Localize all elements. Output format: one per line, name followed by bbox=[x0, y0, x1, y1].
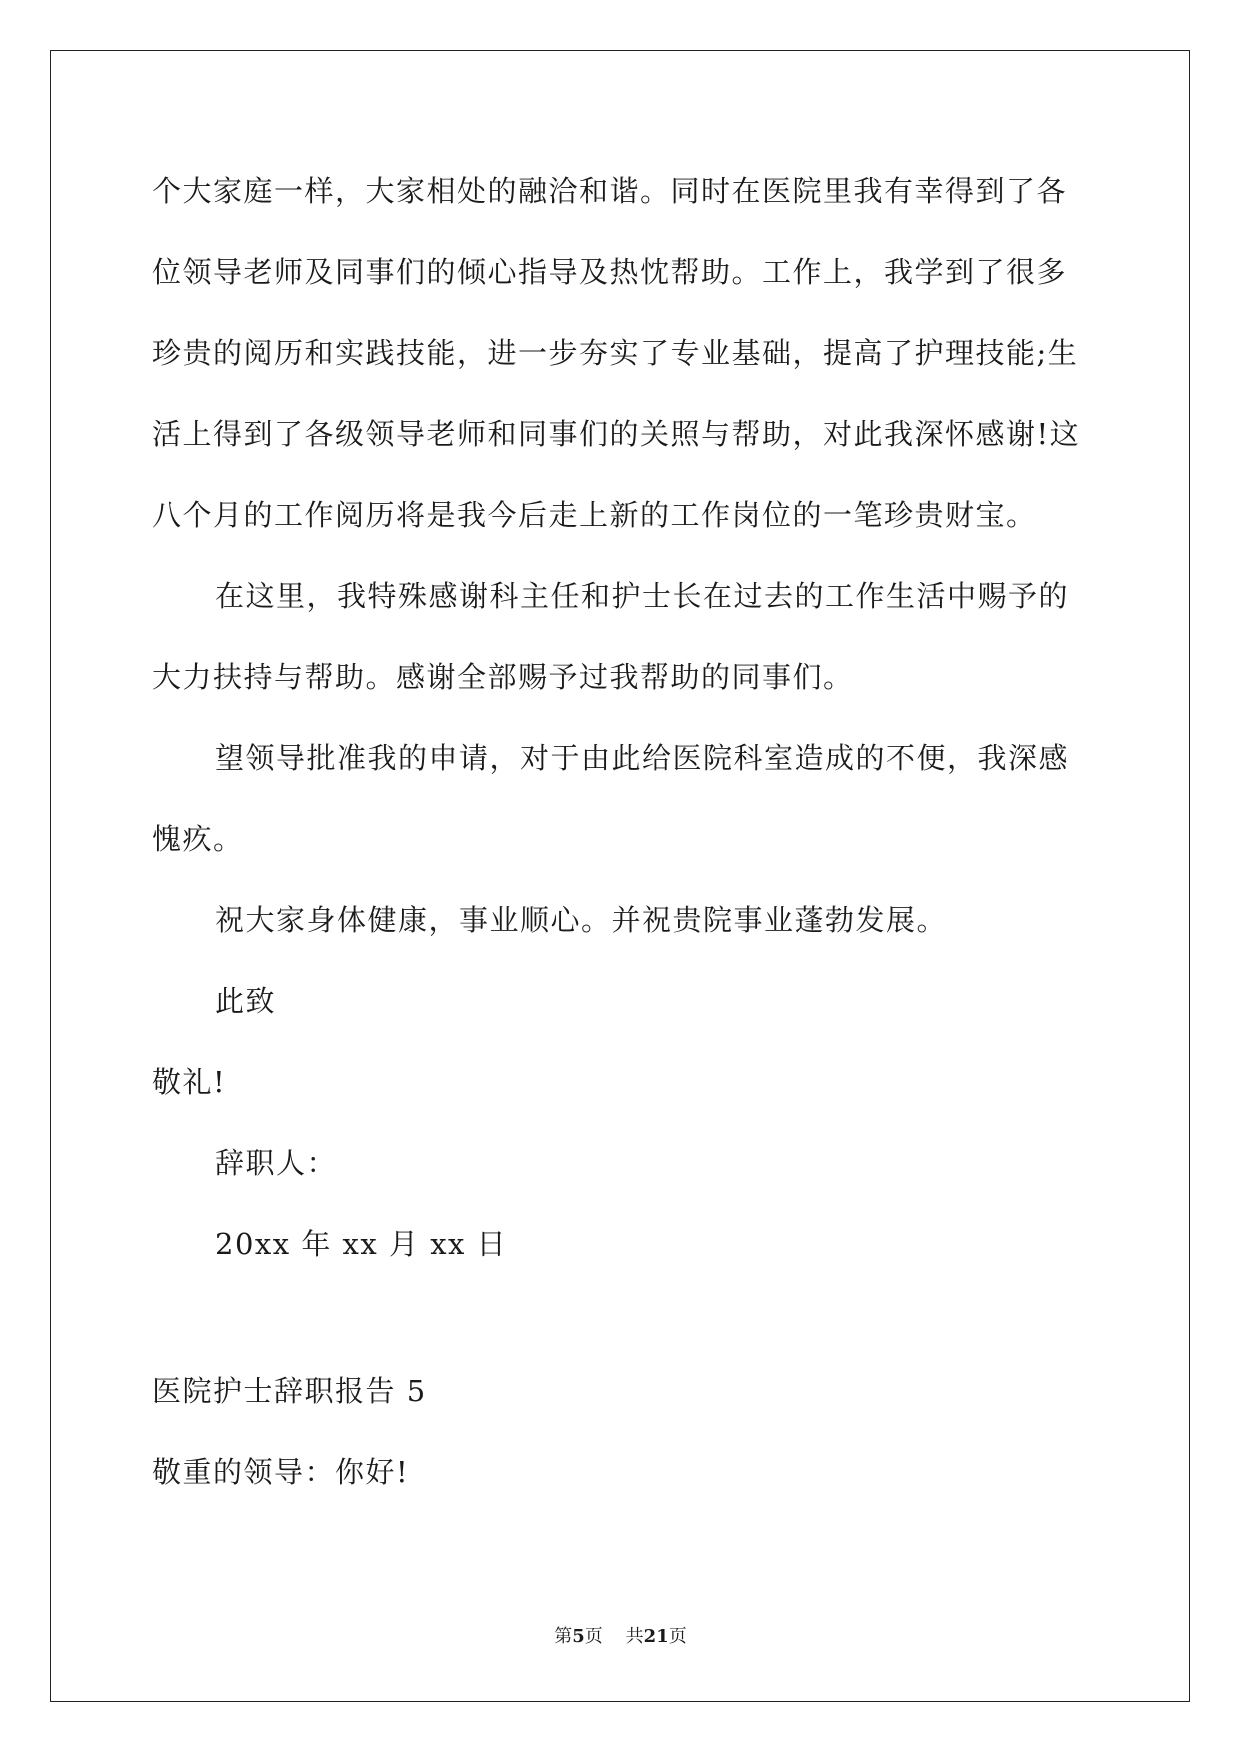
total-prefix: 共 bbox=[625, 1626, 644, 1647]
page-footer bbox=[0, 1625, 1241, 1649]
greeting-line: 敬重的领导：你好! bbox=[152, 1455, 410, 1489]
paragraph-line: 活上得到了各级领导老师和同事们的关照与帮助，对此我深怀感谢!这 bbox=[152, 417, 1081, 451]
total-suffix: 页 bbox=[668, 1626, 687, 1647]
closing-salutation: 此致 bbox=[215, 984, 277, 1018]
paragraph-line: 望领导批准我的申请，对于由此给医院科室造成的不便，我深感 bbox=[215, 741, 1070, 775]
section-gap bbox=[152, 1294, 1092, 1360]
paragraph-line: 珍贵的阅历和实践技能，进一步夯实了专业基础，提高了护理技能;生 bbox=[152, 336, 1079, 370]
date-line: 20xx 年 xx 月 xx 日 bbox=[215, 1227, 508, 1261]
paragraph-line: 位领导老师及同事们的倾心指导及热忱帮助。工作上，我学到了很多 bbox=[152, 255, 1068, 289]
document-body bbox=[152, 160, 1092, 1522]
section-title: 医院护士辞职报告 5 bbox=[152, 1374, 427, 1408]
paragraph-line: 愧疚。 bbox=[152, 822, 244, 856]
page-prefix: 第 bbox=[554, 1626, 573, 1647]
paragraph-line: 祝大家身体健康，事业顺心。并祝贵院事业蓬勃发展。 bbox=[215, 903, 948, 937]
page-suffix: 页 bbox=[584, 1626, 603, 1647]
paragraph-line: 个大家庭一样，大家相处的融洽和谐。同时在医院里我有幸得到了各 bbox=[152, 174, 1068, 208]
paragraph-line: 在这里，我特殊感谢科主任和护士长在过去的工作生活中赐予的 bbox=[215, 579, 1070, 613]
page-number: 5 bbox=[572, 1626, 585, 1647]
closing-regards: 敬礼! bbox=[152, 1065, 227, 1099]
total-pages: 21 bbox=[643, 1626, 669, 1647]
paragraph-line: 大力扶持与帮助。感谢全部赐予过我帮助的同事们。 bbox=[152, 660, 854, 694]
paragraph-line: 八个月的工作阅历将是我今后走上新的工作岗位的一笔珍贵财宝。 bbox=[152, 498, 1037, 532]
signature-label: 辞职人： bbox=[215, 1146, 338, 1180]
